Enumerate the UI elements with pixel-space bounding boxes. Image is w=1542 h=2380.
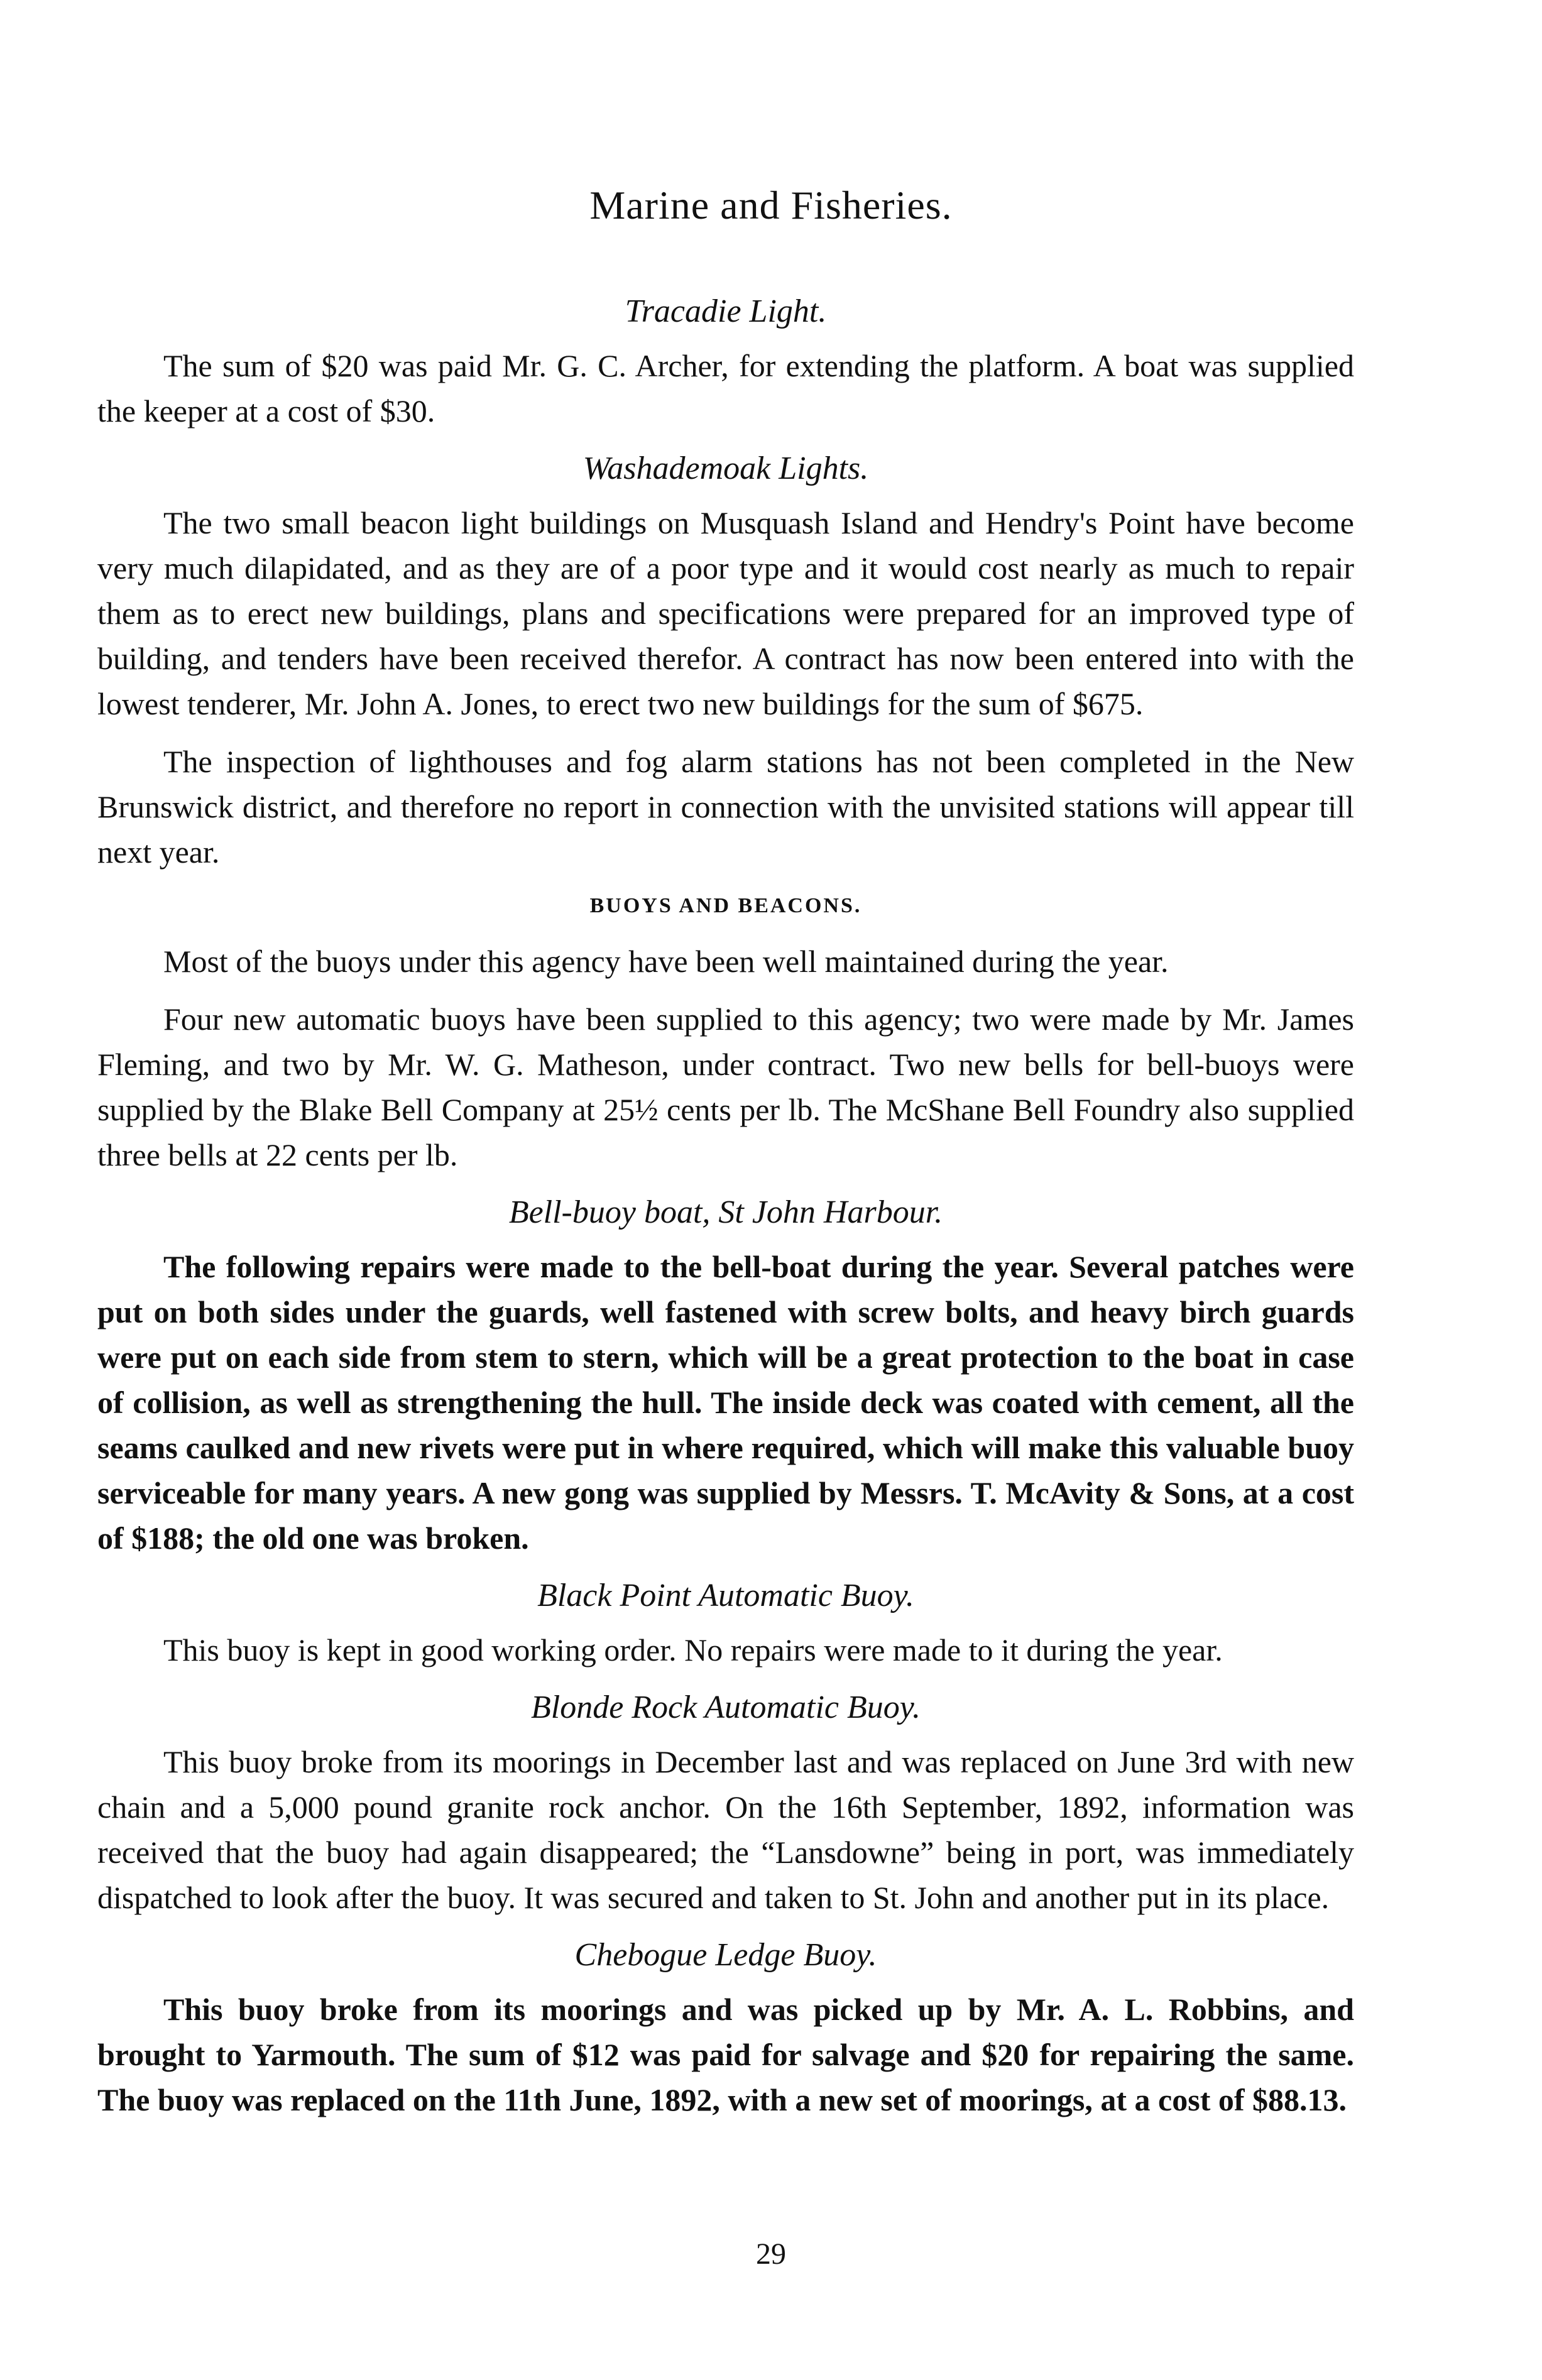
paragraph-black-point: This buoy is kept in good working order. No repairs were made to it during the year. bbox=[163, 1632, 1223, 1668]
paragraph-buoys-supplied: Four new automatic buoys have been supplied to this agency; two were made by Mr. James Fleming, and two by Mr. W. G. Matheson, under contract. Two new bells for bell-buoys were supplied by the Blake Bell Company at 25½ cents per lb. The McShane Bell Foundry also supplied three bells at 22 cents per lb. bbox=[97, 1002, 1354, 1172]
page-number: 29 bbox=[756, 2237, 786, 2271]
section-heading-buoys-beacons: BUOYS AND BEACONS. bbox=[589, 894, 862, 917]
section-heading-chebogue: Chebogue Ledge Buoy. bbox=[574, 1937, 877, 1973]
paragraph-washademoak-inspection: The inspection of lighthouses and fog alarm stations has not been completed in the New Brunswick district, and therefore no report in connection with the unvisited stations will appear till next year. bbox=[97, 744, 1354, 870]
paragraph-bell-buoy-boat: The following repairs were made to the bell-boat during the year. Several patches were put on both sides under the guards, well fastened with screw bolts, and heavy birch guards were put on each side from stem to stern, which will be a great protection to the boat in case of collision, as well as strengthening the hull. The inside deck was coated with cement, all the seams caulked and new rivets were put in where required, which will make this valuable buoy serviceable for many years. A new gong was supplied by Messrs. T. McAvity & Sons, at a cost of $188; the old one was broken. bbox=[97, 1249, 1354, 1556]
running-head: Marine and Fisheries. bbox=[589, 183, 953, 227]
paragraph-buoys-maintained: Most of the buoys under this agency have been well maintained during the year. bbox=[163, 944, 1169, 979]
section-heading-black-point: Black Point Automatic Buoy. bbox=[537, 1578, 914, 1613]
paragraph-blonde-rock: This buoy broke from its moorings in December last and was replaced on June 3rd with new chain and a 5,000 pound granite rock anchor. On the 16th September, 1892, information was received that the buoy had again disappeared; the “Lansdowne” being in port, was immediately dispatched to look after the buoy. It was secured and taken to St. John and another put in its place. bbox=[97, 1744, 1354, 1915]
paragraph-chebogue: This buoy broke from its moorings and was picked up by Mr. A. L. Robbins, and brought to Yarmouth. The sum of $12 was paid for salvage and $20 for repairing the same. The buoy was replaced on the 11th June, 1892, with a new set of moorings, at a cost of $88.13. bbox=[97, 1992, 1354, 2117]
section-heading-tracadie: Tracadie Light. bbox=[625, 293, 827, 329]
section-heading-blonde-rock: Blonde Rock Automatic Buoy. bbox=[531, 1689, 921, 1725]
section-heading-washademoak: Washademoak Lights. bbox=[582, 450, 869, 486]
paragraph-washademoak-contract: The two small beacon light buildings on Musquash Island and Hendry's Point have become very much dilapidated, and as they are of a poor type and it would cost nearly as much to repair them as to erect new buildings, plans and specifications were prepared for an improved type of building, and tenders have been received therefor. A contract has now been entered into with the lowest tenderer, Mr. John A. Jones, to erect two new buildings for the sum of $675. bbox=[97, 505, 1354, 721]
section-heading-bell-buoy-boat: Bell-buoy boat, St John Harbour. bbox=[508, 1194, 943, 1230]
paragraph-tracadie: The sum of $20 was paid Mr. G. C. Archer, for extending the platform. A boat was supplied the keeper at a cost of $30. bbox=[97, 348, 1354, 429]
page-body bbox=[97, 289, 1354, 2135]
